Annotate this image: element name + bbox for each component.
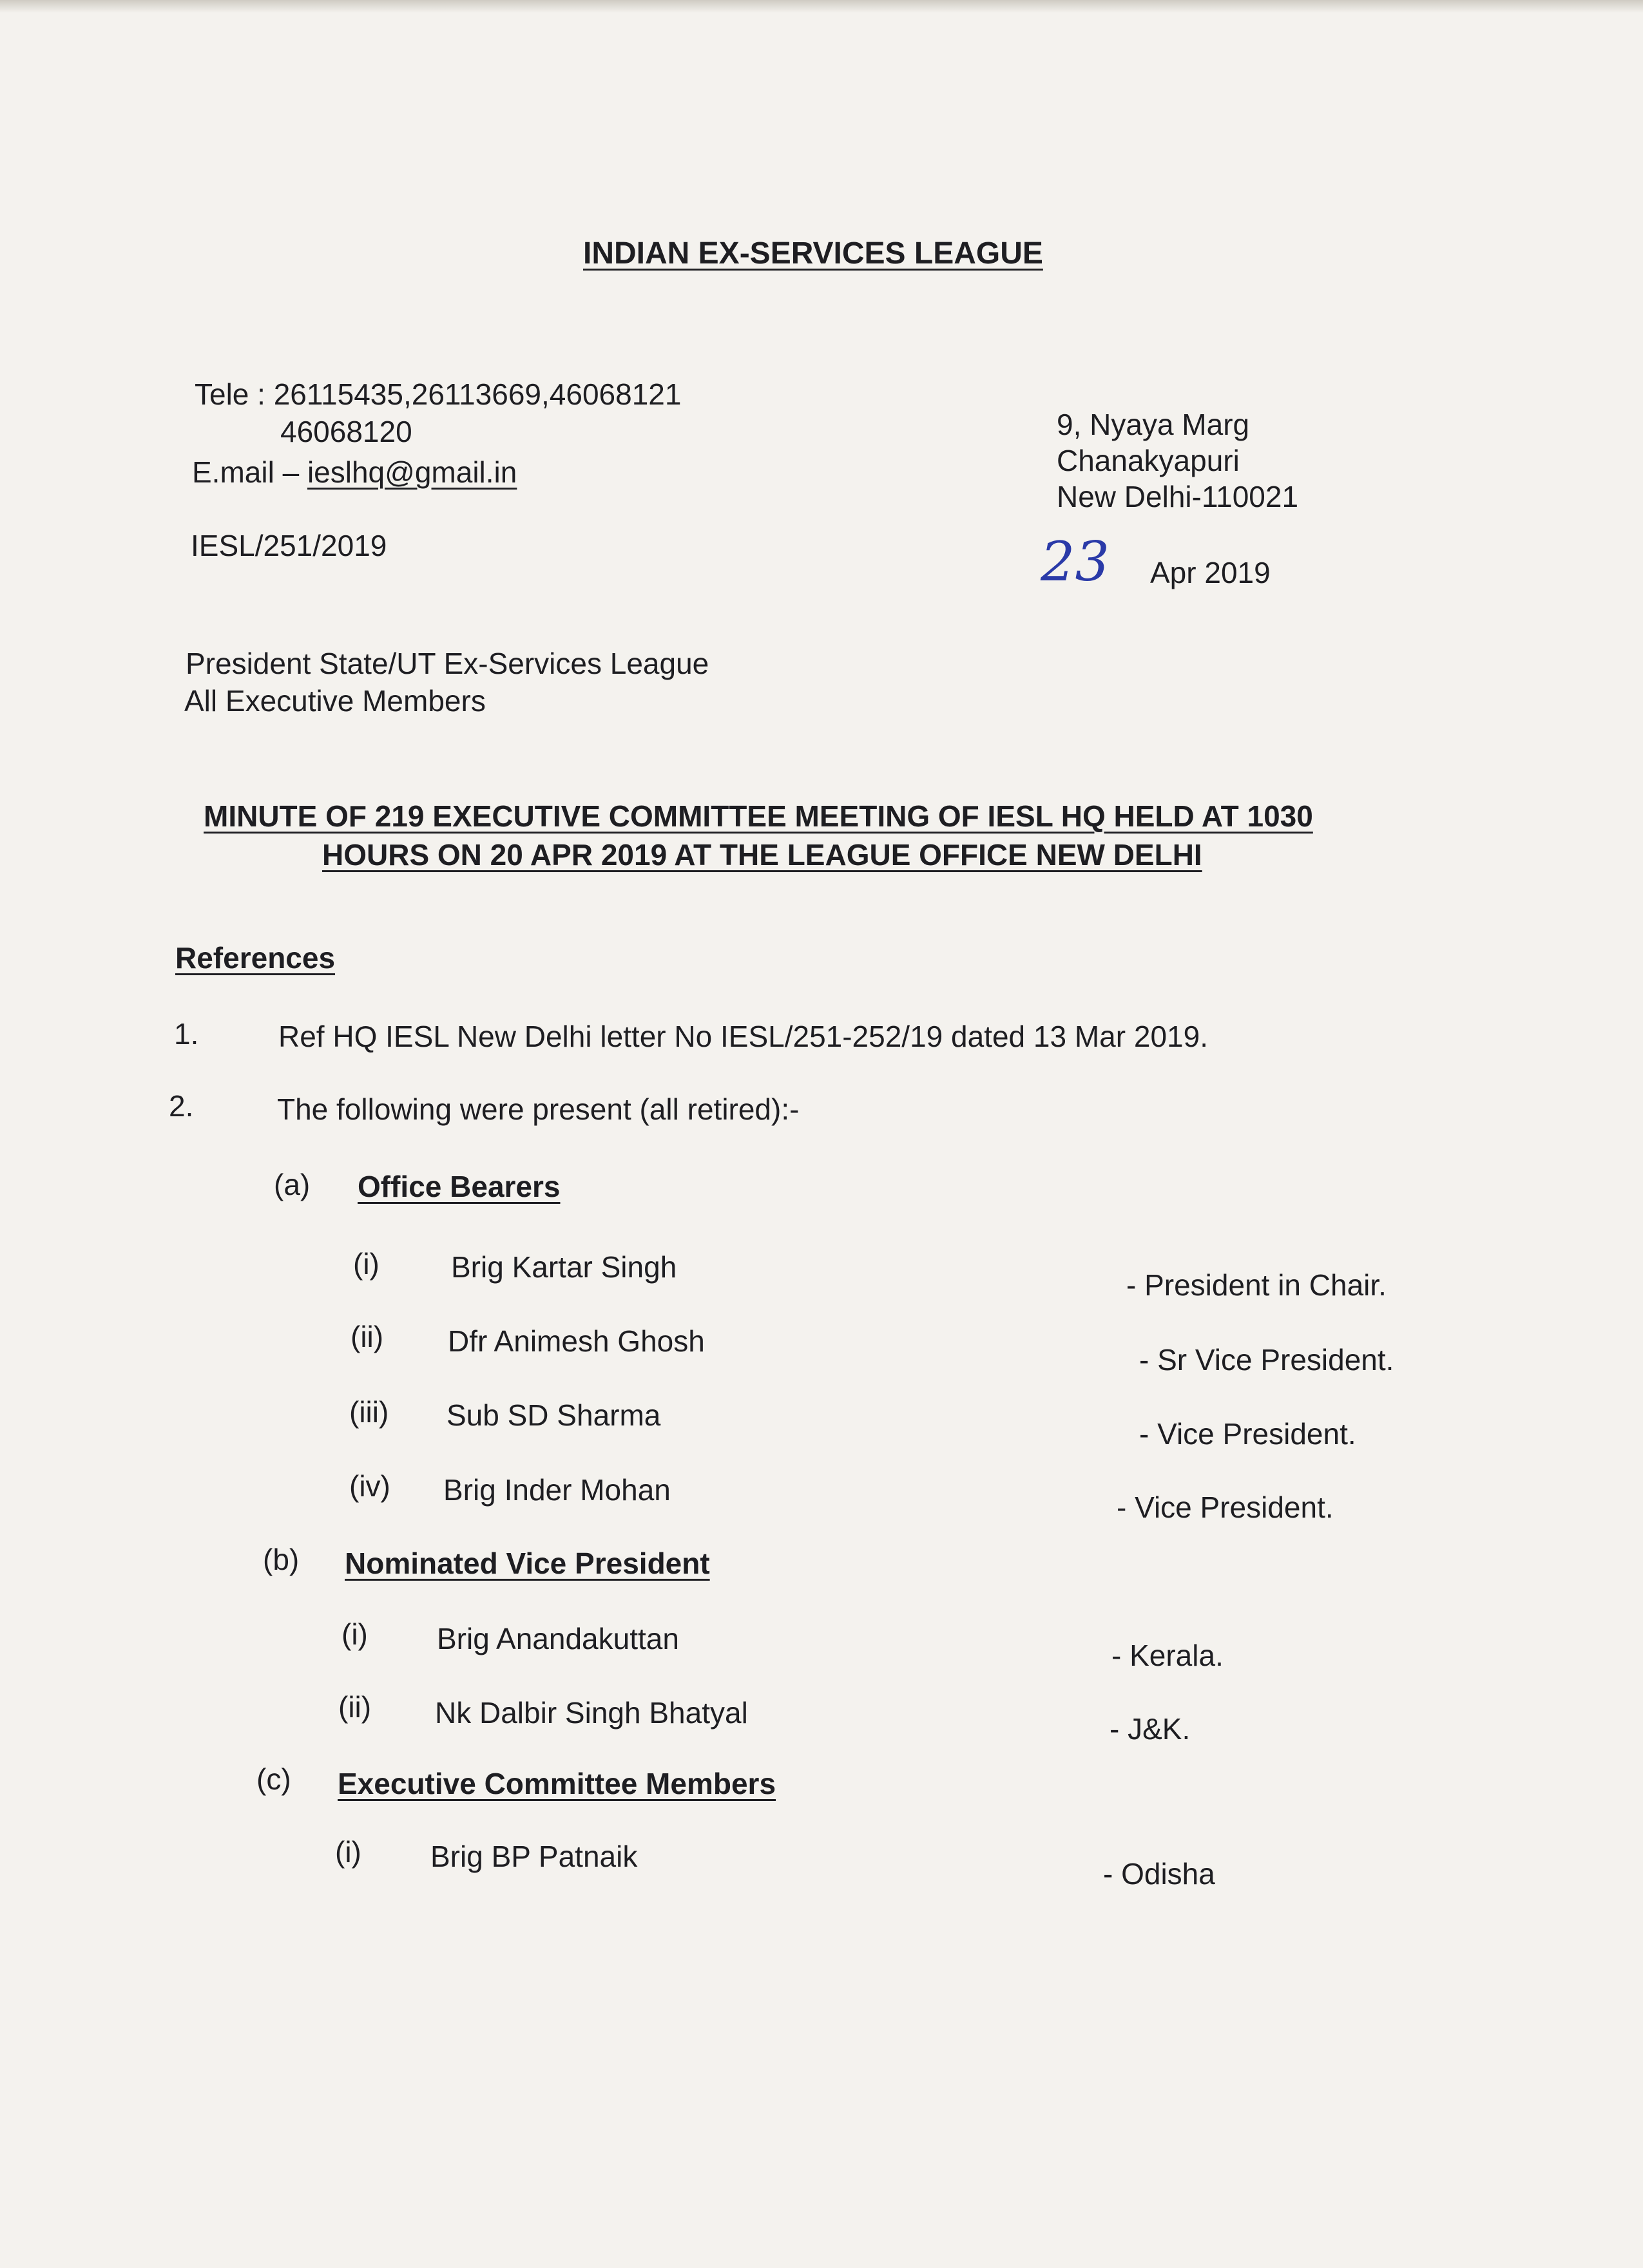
- address-line-2: Chanakyapuri: [1057, 444, 1240, 477]
- tele-line-1: Tele : 26115435,26113669,46068121: [195, 377, 682, 411]
- member-num: (ii): [351, 1320, 384, 1353]
- member-role: - Vice President.: [1139, 1417, 1356, 1451]
- member-num: (i): [353, 1247, 380, 1281]
- handwritten-date-day: 23: [1041, 530, 1110, 593]
- member-name: Brig BP Patnaik: [430, 1840, 638, 1873]
- member-num: (ii): [338, 1690, 372, 1724]
- member-role: - Odisha: [1103, 1857, 1215, 1891]
- section-c-label: (c): [256, 1762, 291, 1796]
- para-2-text: The following were present (all retired):-: [277, 1092, 800, 1126]
- address-line-3: New Delhi-110021: [1057, 480, 1299, 513]
- section-a-label: (a): [274, 1168, 311, 1201]
- member-role: - J&K.: [1110, 1712, 1191, 1746]
- recipient-1: President State/UT Ex-Services League: [186, 647, 709, 680]
- section-b-label: (b): [263, 1543, 300, 1576]
- section-c-heading: Executive Committee Members: [338, 1767, 776, 1800]
- member-name: Dfr Animesh Ghosh: [448, 1324, 705, 1358]
- subject-line-1: MINUTE OF 219 EXECUTIVE COMMITTEE MEETING OF IESL HQ HELD AT 1030: [204, 799, 1313, 833]
- para-1-number: 1.: [174, 1017, 199, 1051]
- date-month-year: Apr 2019: [1150, 556, 1271, 589]
- member-name: Brig Anandakuttan: [437, 1622, 679, 1655]
- para-2-number: 2.: [169, 1089, 194, 1123]
- email-link[interactable]: ieslhq@gmail.in: [307, 455, 517, 489]
- section-a-heading: Office Bearers: [358, 1170, 561, 1203]
- member-name: Nk Dalbir Singh Bhatyal: [435, 1696, 748, 1730]
- member-role: - President in Chair.: [1126, 1268, 1387, 1302]
- para-1-text: Ref HQ IESL New Delhi letter No IESL/251-252/19 dated 13 Mar 2019.: [278, 1020, 1208, 1053]
- address-line-1: 9, Nyaya Marg: [1057, 408, 1250, 441]
- member-role: - Kerala.: [1111, 1639, 1224, 1672]
- ref-number: IESL/251/2019: [191, 529, 387, 562]
- member-name: Brig Inder Mohan: [443, 1473, 671, 1507]
- email-line: [192, 455, 517, 490]
- member-num: (i): [341, 1617, 368, 1651]
- member-name: Sub SD Sharma: [447, 1398, 661, 1432]
- section-b-heading: Nominated Vice President: [345, 1547, 710, 1580]
- recipient-2: All Executive Members: [184, 684, 486, 718]
- references-heading: References: [175, 941, 336, 975]
- member-num: (iv): [349, 1469, 390, 1503]
- member-name: Brig Kartar Singh: [451, 1250, 677, 1284]
- email-prefix: E.mail –: [192, 455, 307, 489]
- tele-line-2: 46068120: [280, 415, 412, 448]
- member-role: - Sr Vice President.: [1139, 1343, 1394, 1377]
- subject-line-2: HOURS ON 20 APR 2019 AT THE LEAGUE OFFICE NEW DELHI: [322, 838, 1202, 872]
- member-num: (i): [335, 1835, 361, 1869]
- member-num: (iii): [349, 1395, 389, 1429]
- member-role: - Vice President.: [1117, 1491, 1334, 1524]
- scan-edge: [0, 0, 1643, 13]
- org-title: INDIAN EX-SERVICES LEAGUE: [583, 236, 1043, 271]
